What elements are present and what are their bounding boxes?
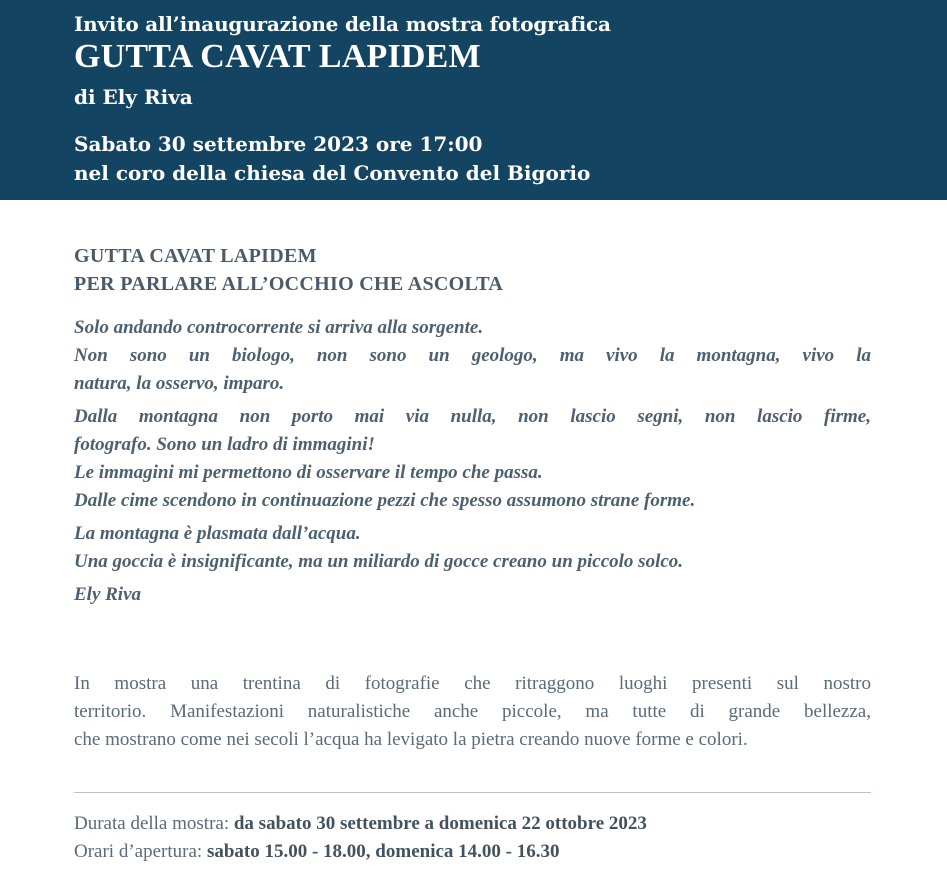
poem-paragraph-1 (74, 314, 871, 398)
hours-value: sabato 15.00 - 18.00, domenica 14.00 - 16.30 (206, 841, 560, 862)
description (74, 670, 871, 754)
event-place: nel coro della chiesa del Convento del Bigorio (74, 161, 591, 185)
section-heading (74, 242, 871, 298)
divider (74, 792, 871, 793)
poem-line: La montagna è plasmata dall’acqua. (74, 523, 361, 544)
signature: Ely Riva (74, 584, 142, 605)
hours-label: Orari d’apertura: (74, 841, 203, 862)
poem-signature (74, 581, 871, 609)
invite-line: Invito all’inaugurazione della mostra fotografica (74, 12, 611, 36)
poem-line: Dalle cime scendono in continuazione pezzi che spesso assumono strane forme. (74, 490, 696, 511)
exhibition-title: GUTTA CAVAT LAPIDEM (74, 38, 481, 75)
event-date: Sabato 30 settembre 2023 ore 17:00 (74, 132, 483, 156)
duration-value: da sabato 30 settembre a domenica 22 ottobre 2023 (233, 813, 647, 834)
poem-line: Solo andando controcorrente si arriva alla sorgente. (74, 317, 484, 338)
poem (74, 314, 871, 614)
duration-row (74, 810, 871, 838)
poem-line: natura, la osservo, imparo. (74, 373, 285, 394)
section-heading-line2: PER PARLARE ALL’OCCHIO CHE ASCOLTA (74, 273, 504, 295)
header-banner (0, 0, 947, 200)
section-heading-line1: GUTTA CAVAT LAPIDEM (74, 245, 317, 267)
poem-line: Non sono un biologo, non sono un geologo, ma vivo la montagna, vivo la (74, 345, 871, 366)
description-line: che mostrano come nei secoli l’acqua ha levigato la pietra creando nuove forme e colori. (74, 729, 748, 750)
description-line: territorio. Manifestazioni naturalistiche anche piccole, ma tutte di grande bellezza, (74, 701, 871, 722)
poem-line: fotografo. Sono un ladro di immagini! (74, 434, 375, 455)
poem-paragraph-2 (74, 403, 871, 515)
author-line: di Ely Riva (74, 85, 193, 109)
poem-line: Dalla montagna non porto mai via nulla, non lascio segni, non lascio firme, (74, 406, 871, 427)
poem-paragraph-3 (74, 520, 871, 576)
duration-label: Durata della mostra: (74, 813, 230, 834)
hours-row (74, 838, 871, 866)
poem-line: Una goccia è insignificante, ma un miliardo di gocce creano un piccolo solco. (74, 551, 684, 572)
footer-info (74, 810, 871, 866)
description-line: In mostra una trentina di fotografie che ritraggono luoghi presenti sul nostro (74, 673, 871, 694)
poem-line: Le immagini mi permettono di osservare il tempo che passa. (74, 462, 543, 483)
